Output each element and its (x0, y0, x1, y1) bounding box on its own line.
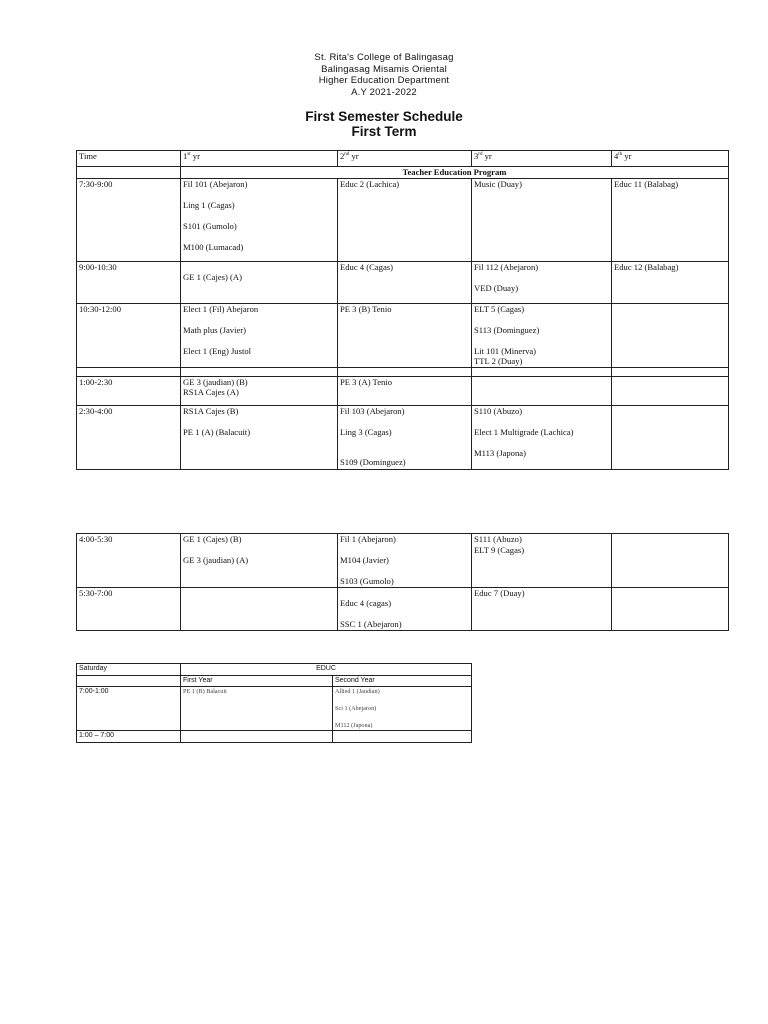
first-year-cell (181, 303, 338, 367)
spacer-cell (77, 367, 181, 376)
saturday-schedule-table (76, 663, 472, 743)
class-entry: Fil 1 (Abejaron) (340, 534, 396, 544)
class-entry: Educ 11 (Balabag) (614, 178, 679, 189)
class-entry: RS1A Cajes (A) (183, 387, 239, 397)
year-number: 3 (474, 151, 479, 161)
fourth-year-cell (612, 178, 729, 261)
class-entry: M113 (Japona) (474, 447, 526, 458)
second-year-cell (338, 178, 472, 261)
class-entry: Ling 3 (Cagas) (340, 426, 392, 437)
year-header-4 (612, 151, 729, 167)
class-entry: VED (Duay) (474, 282, 519, 293)
table-row (77, 687, 472, 731)
first-year-cell (181, 731, 333, 743)
class-entry: Educ 7 (Duay) (474, 587, 525, 598)
first-year-cell (181, 376, 338, 405)
class-entry: S113 (Dominguez) (474, 324, 540, 335)
year-suffix: yr (622, 151, 632, 161)
fourth-year-cell (612, 303, 729, 367)
class-entry: S103 (Gumolo) (340, 576, 394, 586)
fourth-year-cell (612, 587, 729, 630)
class-entry: Educ 4 (cagas) (340, 598, 392, 608)
class-entry: GE 1 (Cajes) (B) (183, 534, 242, 544)
class-entry: Music (Duay) (474, 178, 522, 189)
schedule-table-main (76, 150, 729, 470)
class-entry: Ling 1 (Cagas) (183, 199, 235, 210)
class-entry: GE 3 (jaudian) (B) (183, 376, 248, 387)
spacer-cell (338, 367, 472, 376)
spacer-row (77, 367, 729, 376)
table-row (77, 261, 729, 303)
program-row (77, 167, 729, 179)
year-suffix: yr (190, 151, 200, 161)
spacer-cell (612, 367, 729, 376)
second-year-header: Second Year (333, 676, 472, 687)
second-year-cell (338, 405, 472, 469)
year-header-2 (338, 151, 472, 167)
class-entry: PE 1 (B) Balacuit (183, 688, 227, 695)
table-row (77, 534, 729, 588)
third-year-cell (472, 261, 612, 303)
second-year-cell (338, 534, 472, 588)
table-row (77, 587, 729, 630)
third-year-cell (472, 303, 612, 367)
fourth-year-cell (612, 261, 729, 303)
class-entry: GE 1 (Cajes) (A) (183, 272, 242, 282)
year-header-3 (472, 151, 612, 167)
class-entry: Elect 1 (Fil) Abejaron (183, 303, 259, 314)
class-entry: Sci 1 (Abejaron) (335, 705, 377, 712)
schedule-table-evening (76, 533, 729, 631)
second-year-cell (338, 261, 472, 303)
year-ordinal: th (618, 152, 623, 157)
time-cell: 1:00 – 7:00 (77, 731, 181, 743)
second-year-cell (333, 731, 472, 743)
schedule-title-block (0, 109, 768, 139)
time-cell: 4:00-5:30 (77, 534, 181, 588)
year-suffix: yr (349, 151, 359, 161)
time-cell: 1:00-2:30 (77, 376, 181, 405)
blank-cell (77, 676, 181, 687)
third-year-cell (472, 587, 612, 630)
class-entry: Elect 1 Multigrade (Lachica) (474, 426, 574, 437)
class-entry: Fil 103 (Abejaron) (340, 405, 405, 416)
fourth-year-cell (612, 534, 729, 588)
time-cell: 2:30-4:00 (77, 405, 181, 469)
first-year-cell (181, 587, 338, 630)
saturday-year-row (77, 676, 472, 687)
institution-header (0, 52, 768, 98)
third-year-cell (472, 405, 612, 469)
year-ordinal: st (187, 152, 191, 157)
third-year-cell (472, 178, 612, 261)
third-year-cell (472, 376, 612, 405)
college-location: Balingasag Misamis Oriental (321, 63, 447, 75)
class-entry: Math plus (Javier) (183, 324, 247, 335)
class-entry: PE 3 (A) Tenio (340, 376, 392, 387)
class-entry: Educ 4 (Cagas) (340, 261, 393, 272)
year-ordinal: rd (478, 152, 483, 157)
class-entry: Fil 101 (Abejaron) (183, 178, 248, 189)
program-row-blank (77, 167, 181, 179)
class-entry: PE 1 (A) (Balacuit) (183, 426, 251, 437)
class-entry: TTL 2 (Duay) (474, 356, 523, 366)
second-year-cell (338, 303, 472, 367)
fourth-year-cell (612, 405, 729, 469)
table-row (77, 405, 729, 469)
time-cell: 7:00-1:00 (77, 687, 181, 731)
page-title: First Semester Schedule (305, 109, 463, 124)
year-number: 2 (340, 151, 345, 161)
saturday-header-row (77, 664, 472, 676)
department-name: Higher Education Department (318, 75, 450, 86)
program-name: Teacher Education Program (181, 167, 729, 179)
class-entry: S110 (Abuzo) (474, 405, 523, 416)
time-cell: 5:30-7:00 (77, 587, 181, 630)
first-year-cell (181, 687, 333, 731)
class-entry: M100 (Lumacad) (183, 241, 244, 252)
time-cell: 7:30-9:00 (77, 178, 181, 261)
day-label: Saturday (77, 664, 181, 676)
class-entry: RS1A Cajes (B) (183, 405, 239, 416)
class-entry: Educ 2 (Lachica) (340, 178, 400, 189)
year-header-1 (181, 151, 338, 167)
class-entry: ELT 9 (Cagas) (474, 544, 525, 555)
class-entry: SSC 1 (Abejaron) (340, 619, 402, 629)
class-entry: Educ 12 (Balabag) (614, 261, 679, 272)
first-year-cell (181, 405, 338, 469)
table-row (77, 178, 729, 261)
second-year-cell (338, 376, 472, 405)
table-row (77, 731, 472, 743)
class-entry: GE 3 (jaudian) (A) (183, 555, 249, 565)
year-header-row (77, 151, 729, 167)
table-row (77, 376, 729, 405)
time-cell: 10:30-12:00 (77, 303, 181, 367)
program-label: EDUC (181, 664, 472, 676)
college-name: St. Rita's College of Balingasag (314, 52, 454, 63)
year-suffix: yr (482, 151, 492, 161)
second-year-cell (333, 687, 472, 731)
first-year-cell (181, 534, 338, 588)
class-entry: PE 3 (B) Tenio (340, 303, 392, 314)
table-row (77, 303, 729, 367)
class-entry: S111 (Abuzo) (474, 534, 522, 544)
year-number: 1 (183, 151, 188, 161)
class-entry: M104 (Javier) (340, 555, 389, 565)
class-entry: Lit 101 (Minerva) (474, 345, 537, 356)
fourth-year-cell (612, 376, 729, 405)
year-ordinal: nd (344, 152, 350, 157)
time-cell: 9:00-10:30 (77, 261, 181, 303)
page-subtitle: First Term (351, 124, 417, 139)
first-year-cell (181, 178, 338, 261)
class-entry: M112 (Japona) (335, 722, 373, 729)
class-entry: ELT 5 (Cagas) (474, 303, 525, 314)
class-entry: Fil 112 (Abejaron) (474, 261, 539, 272)
first-year-header: First Year (181, 676, 333, 687)
class-entry: S101 (Gumolo) (183, 220, 237, 231)
class-entry: Allied 1 (Jaudian) (335, 688, 380, 695)
spacer-cell (472, 367, 612, 376)
time-header: Time (77, 151, 181, 167)
year-number: 4 (614, 151, 619, 161)
third-year-cell (472, 534, 612, 588)
class-entry: S109 (Dominguez) (340, 457, 406, 467)
academic-year: A.Y 2021-2022 (351, 86, 417, 98)
first-year-cell (181, 261, 338, 303)
second-year-cell (338, 587, 472, 630)
spacer-cell (181, 367, 338, 376)
class-entry: Elect 1 (Eng) Justol (183, 345, 252, 356)
